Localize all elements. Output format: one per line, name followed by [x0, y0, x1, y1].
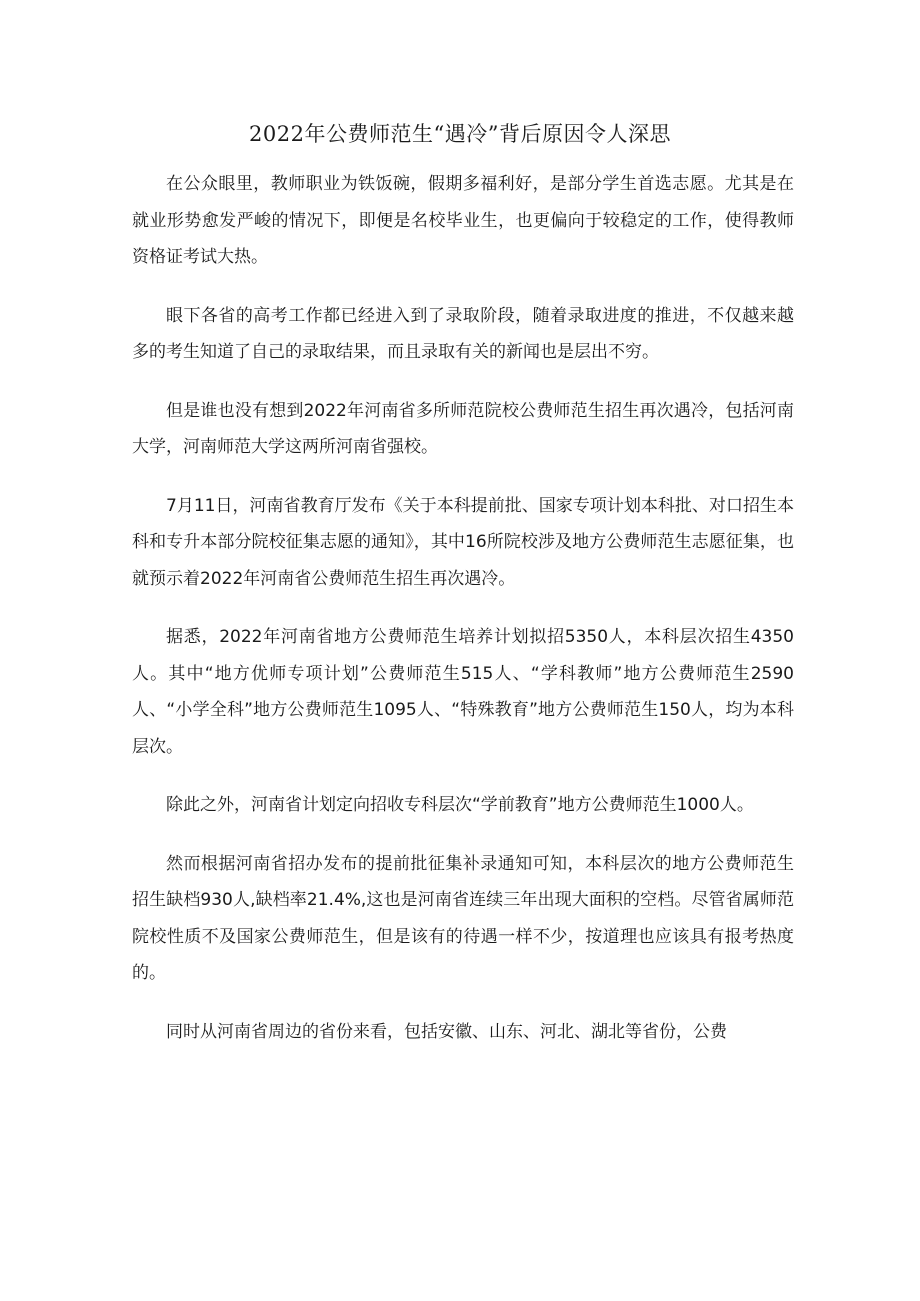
paragraph: 同时从河南省周边的省份来看，包括安徽、山东、河北、湖北等省份，公费: [166, 1021, 727, 1042]
paragraph: 在公众眼里，教师职业为铁饭碗，假期多福利好，是部分学生首选志愿。尤其是在就业形势愈发严峻的情况下，即便是名校毕业生，也更偏向于较稳定的工作，使得教师资格证考试大热。: [132, 174, 794, 267]
paragraph: 除此之外，河南省计划定向招收专科层次“学前教育”地方公费师范生1000人。: [166, 795, 754, 815]
paragraph: 眼下各省的高考工作都已经进入到了录取阶段，随着录取进度的推进，不仅越来越多的考生知道了自己的录取结果，而且录取有关的新闻也是层出不穷。: [132, 305, 794, 362]
paragraph: 据悉，2022年河南省地方公费师范生培养计划拟招5350人，本科层次招生4350人。其中“地方优师专项计划”公费师范生515人、“学科教师”地方公费师范生2590人、“小学全科”地方公费师范生1095人、“特殊教育”地方公费师范生150人，均为本科层次。: [132, 627, 794, 757]
paragraph: 但是谁也没有想到2022年河南省多所师范院校公费师范生招生再次遇冷，包括河南大学，河南师范大学这两所河南省强校。: [132, 400, 794, 457]
document-body: [132, 166, 794, 1072]
document-title: 2022年公费师范生“遇冷”背后原因令人深思: [249, 122, 671, 146]
paragraph: 然而根据河南省招办发布的提前批征集补录通知可知，本科层次的地方公费师范生招生缺档930人,缺档率21.4%,这也是河南省连续三年出现大面积的空档。尽管省属师范院校性质不及国家公费师范生，但是该有的待遇一样不少，按道理也应该具有报考热度的。: [132, 853, 794, 983]
paragraph: 7月11日，河南省教育厅发布《关于本科提前批、国家专项计划本科批、对口招生本科和专升本部分院校征集志愿的通知》，其中16所院校涉及地方公费师范生志愿征集，也就预示着2022年河南省公费师范生招生再次遇冷。: [132, 495, 794, 589]
